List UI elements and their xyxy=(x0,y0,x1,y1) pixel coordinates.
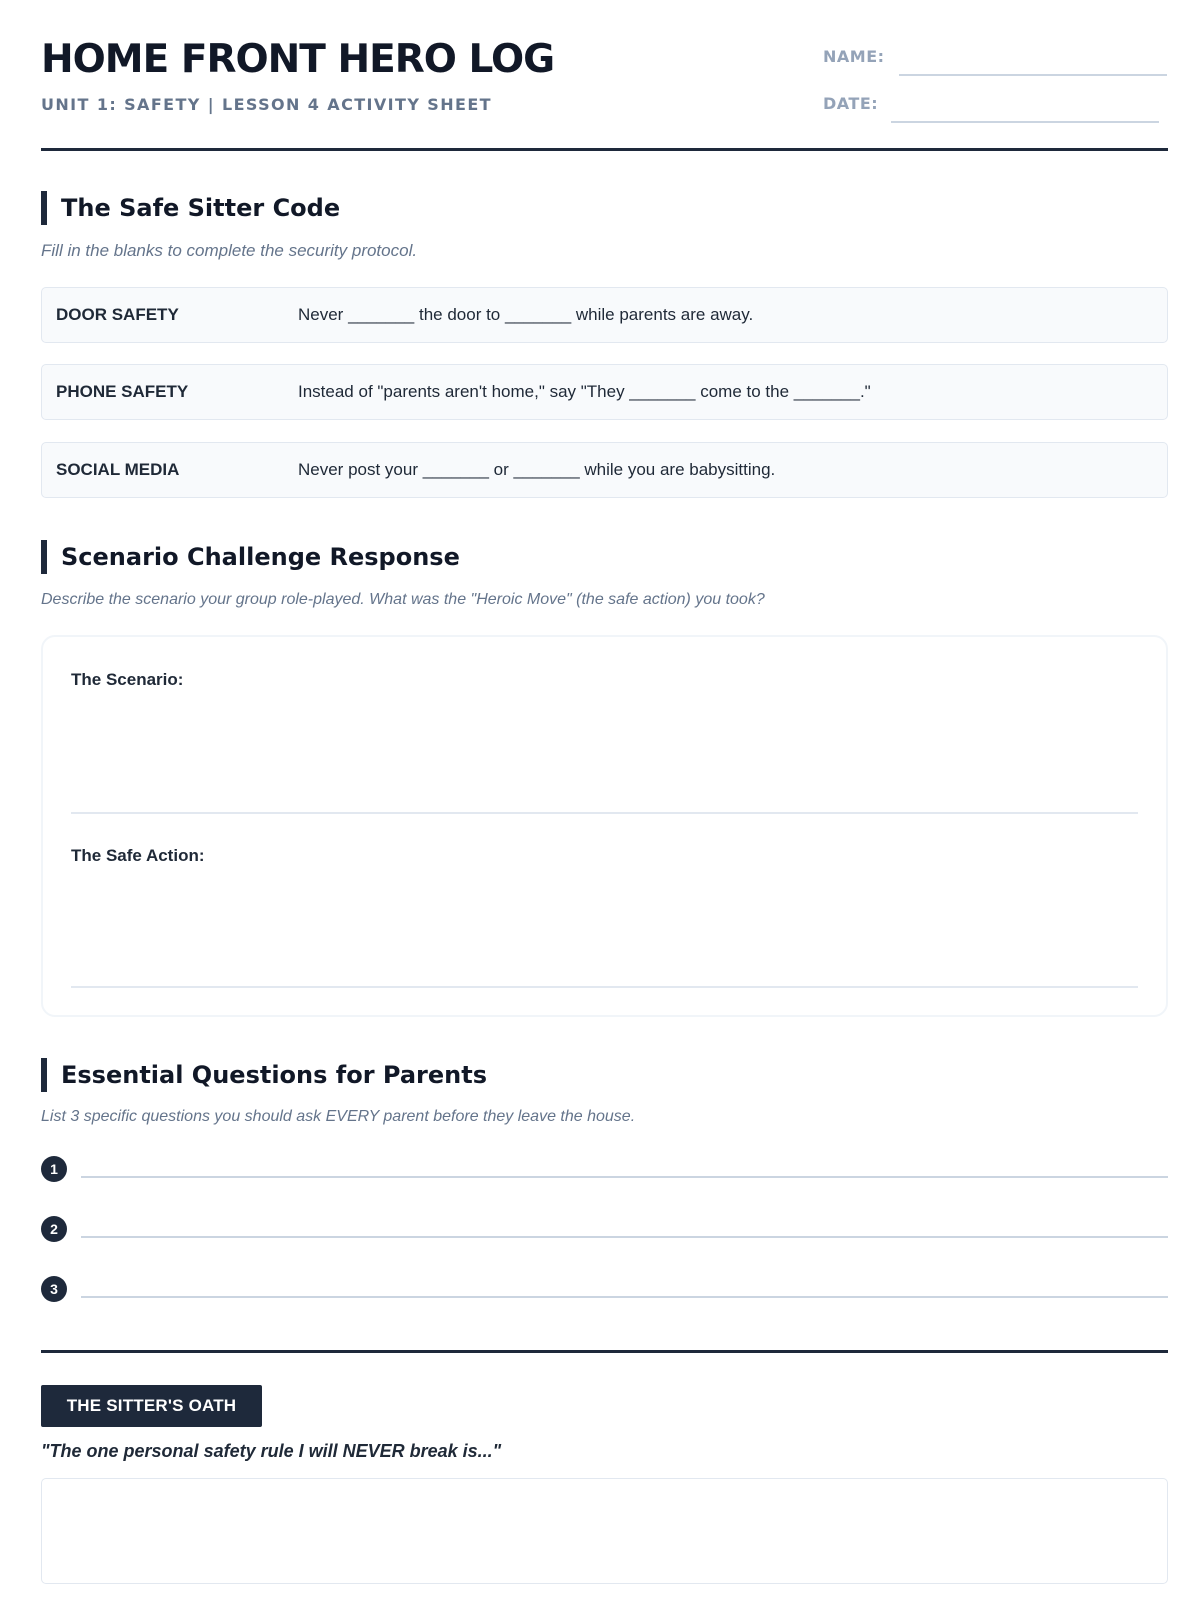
questions-title: Essential Questions for Parents xyxy=(61,1061,487,1089)
code-fill-in-text[interactable]: Never post your _______ or _______ while you are babysitting. xyxy=(298,460,776,479)
code-category: PHONE SAFETY xyxy=(56,382,189,401)
scenario-heading xyxy=(41,540,1168,574)
scenario-label: The Scenario: xyxy=(71,670,184,689)
code-fill-in-text[interactable]: Never _______ the door to _______ while parents are away. xyxy=(298,305,754,324)
question-number-badge: 3 xyxy=(41,1276,67,1302)
scenario-answer-line[interactable] xyxy=(71,812,1138,814)
name-label: NAME: xyxy=(823,47,885,66)
page-title: HOME FRONT HERO LOG xyxy=(41,37,555,82)
code-category: SOCIAL MEDIA xyxy=(56,460,180,479)
section-accent-bar xyxy=(41,540,47,574)
questions-instructions: List 3 specific questions you should ask EVERY parent before they leave the house. xyxy=(41,1108,636,1125)
page-subtitle: UNIT 1: SAFETY | LESSON 4 ACTIVITY SHEET xyxy=(41,95,492,114)
question-item xyxy=(41,1156,1168,1196)
question-number-badge: 1 xyxy=(41,1156,67,1182)
worksheet-header xyxy=(41,0,1168,151)
section-accent-bar xyxy=(41,1058,47,1092)
questions-heading xyxy=(41,1058,1168,1092)
sitter-code-title: The Safe Sitter Code xyxy=(61,194,341,222)
question-answer-line[interactable] xyxy=(81,1296,1168,1298)
question-item xyxy=(41,1216,1168,1256)
sitter-code-heading xyxy=(41,191,1168,225)
question-number-badge: 2 xyxy=(41,1216,67,1242)
question-item xyxy=(41,1276,1168,1316)
name-input-line[interactable] xyxy=(899,74,1167,76)
code-fill-in-text[interactable]: Instead of "parents aren't home," say "They _______ come to the _______." xyxy=(298,382,871,401)
code-row-phone-safety xyxy=(41,364,1168,420)
question-answer-line[interactable] xyxy=(81,1176,1168,1178)
section-divider xyxy=(41,1350,1168,1353)
scenario-response-card xyxy=(41,635,1168,1017)
oath-prompt: "The one personal safety rule I will NEVER break is..." xyxy=(41,1441,502,1461)
scenario-title: Scenario Challenge Response xyxy=(61,543,460,571)
worksheet-page xyxy=(41,0,1168,1461)
oath-answer-box[interactable] xyxy=(41,1478,1168,1584)
section-accent-bar xyxy=(41,191,47,225)
code-category: DOOR SAFETY xyxy=(56,305,179,324)
sitter-code-instructions: Fill in the blanks to complete the security protocol. xyxy=(41,241,418,260)
question-answer-line[interactable] xyxy=(81,1236,1168,1238)
safe-action-answer-line[interactable] xyxy=(71,986,1138,988)
code-row-social-media xyxy=(41,442,1168,498)
date-label: DATE: xyxy=(823,94,879,113)
oath-badge: THE SITTER'S OATH xyxy=(41,1385,262,1427)
date-input-line[interactable] xyxy=(891,121,1159,123)
safe-action-label: The Safe Action: xyxy=(71,846,205,865)
scenario-instructions: Describe the scenario your group role-played. What was the "Heroic Move" (the safe action) you took? xyxy=(41,591,765,608)
code-row-door-safety xyxy=(41,287,1168,343)
